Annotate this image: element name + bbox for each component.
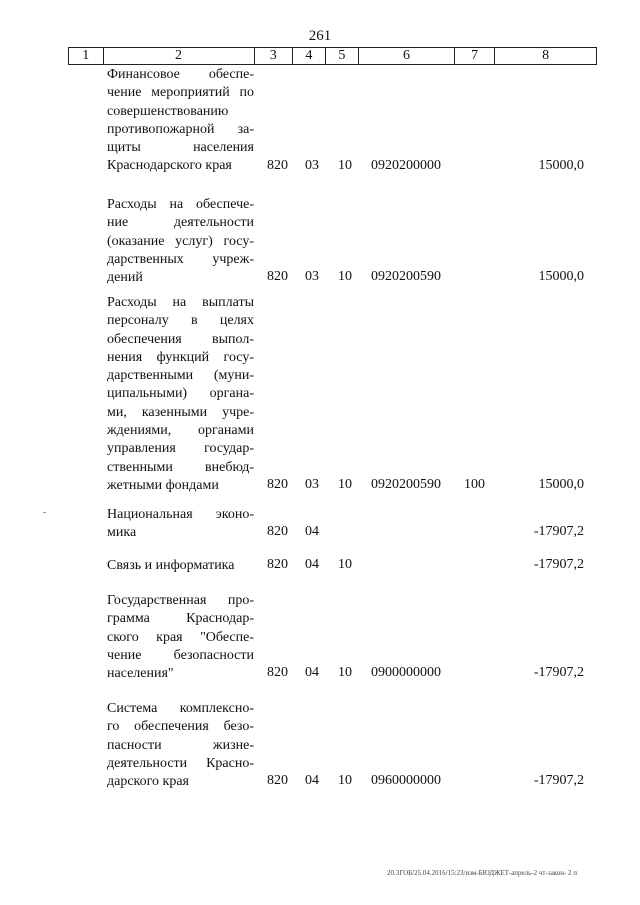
description-line: Государственная про- [107, 593, 254, 608]
description-line: дарского края [107, 774, 189, 790]
target-article-code: 0960000000 [371, 773, 441, 789]
section-code: 04 [305, 524, 319, 540]
amount: 15000,0 [538, 269, 584, 285]
description-line: Расходы на выплаты [107, 295, 254, 310]
row-description [107, 294, 254, 495]
amount: -17907,2 [533, 665, 584, 681]
description-line: ние деятельности [107, 215, 254, 231]
target-article-code: 0920200000 [371, 157, 441, 173]
description-line: щиты населения [107, 140, 254, 156]
row-description [107, 592, 254, 683]
row-description [107, 700, 254, 791]
expense-type-code: 100 [464, 477, 485, 492]
subsection-code: 10 [338, 477, 352, 492]
description-line: ского края "Обеспе- [107, 629, 254, 645]
description-line: грамма Краснодар- [107, 611, 254, 627]
table-header [68, 47, 597, 65]
scan-mark [43, 512, 46, 513]
subsection-code: 10 [338, 665, 352, 681]
target-article-code: 0900000000 [371, 665, 441, 681]
header-cell: 6 [358, 48, 454, 64]
description-line: совершенствованию [107, 103, 229, 119]
description-line: противопожарной за- [107, 121, 254, 137]
description-line: ми, казенными учре- [107, 404, 254, 420]
description-line: (оказание услуг) госу- [107, 233, 254, 249]
description-line: деятельности Красно- [107, 755, 254, 771]
subsection-code: 10 [338, 557, 352, 572]
amount: -17907,2 [533, 557, 584, 572]
description-line: го обеспечения безо- [107, 719, 254, 735]
section-code: 04 [305, 773, 319, 789]
row-description [107, 196, 254, 287]
amount: 15000,0 [538, 157, 584, 173]
page-number: 261 [308, 28, 332, 44]
header-cell: 8 [494, 48, 596, 64]
description-line: ственными внебюд- [107, 459, 254, 475]
header-cell: 3 [254, 48, 293, 64]
description-line: дарственных учреж- [107, 251, 254, 267]
department-code: 820 [267, 665, 288, 681]
description-line: дарственными (муни- [107, 368, 254, 384]
section-code: 03 [305, 269, 319, 285]
target-article-code: 0920200590 [371, 477, 441, 492]
description-line: нения функций госу- [107, 349, 254, 365]
header-cell: 5 [325, 48, 359, 64]
description-line: управления государ- [107, 441, 254, 457]
description-line: Финансовое обеспе- [107, 67, 254, 82]
section-code: 03 [305, 157, 319, 173]
description-line: Расходы на обеспече- [107, 197, 254, 212]
section-code: 04 [305, 665, 319, 681]
department-code: 820 [267, 477, 288, 492]
section-code: 04 [305, 557, 319, 572]
description-line: чение мероприятий по [107, 85, 254, 101]
department-code: 820 [267, 524, 288, 540]
target-article-code: 0920200590 [371, 269, 441, 285]
department-code: 820 [267, 157, 288, 173]
row-description [107, 506, 254, 543]
description-line: населения" [107, 666, 174, 682]
description-line: ципальными) органа- [107, 386, 254, 402]
description-line: персоналу в целях [107, 313, 254, 329]
description-line: пасности жизне- [107, 737, 254, 753]
description-line: дений [107, 270, 143, 286]
header-cell: 4 [292, 48, 325, 64]
description-line: обеспечения выпол- [107, 331, 254, 347]
amount: 15000,0 [538, 477, 584, 492]
amount: -17907,2 [533, 524, 584, 540]
subsection-code: 10 [338, 773, 352, 789]
description-line: чение безопасности [107, 647, 254, 663]
department-code: 820 [267, 557, 288, 572]
header-cell: 7 [454, 48, 494, 64]
description-line: мика [107, 525, 137, 541]
amount: -17907,2 [533, 773, 584, 789]
description-line: Национальная эконо- [107, 507, 254, 522]
department-code: 820 [267, 773, 288, 789]
description-line: жетными фондами [107, 477, 219, 493]
section-code: 03 [305, 477, 319, 492]
row-description [107, 557, 254, 575]
department-code: 820 [267, 269, 288, 285]
description-line: ждениями, органами [107, 423, 254, 439]
header-cell: 2 [103, 48, 254, 64]
header-cell: 1 [82, 48, 90, 63]
description-line: Система комплексно- [107, 701, 254, 716]
description-line: Краснодарского края [107, 158, 232, 174]
row-description [107, 66, 254, 176]
subsection-code: 10 [338, 269, 352, 285]
footer-stamp: 20.3ГОБ/25.04.2016/15:23/изм-БЮДЖЕТ-апрель-2 чт-закон- 2 п [387, 869, 578, 877]
description-line: Связь и информатика [107, 558, 235, 573]
subsection-code: 10 [338, 157, 352, 173]
